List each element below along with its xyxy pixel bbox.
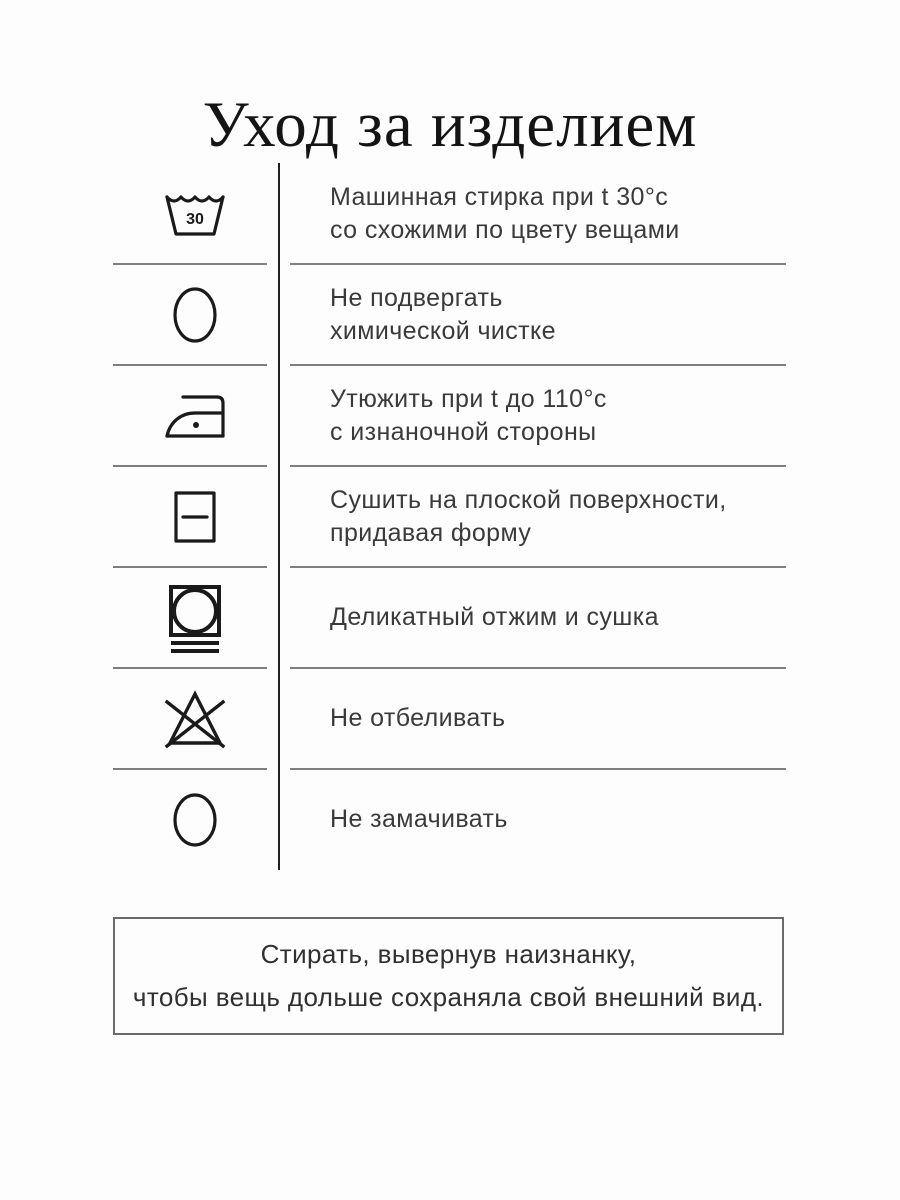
care-text: Деликатный отжим и сушка xyxy=(330,603,659,631)
wash-30-icon xyxy=(163,189,227,239)
footer-note-line: чтобы вещь дольше сохраняла свой внешний вид. xyxy=(132,982,765,1012)
care-text: Не отбеливать xyxy=(330,704,506,732)
care-text: Не подвергать xyxy=(330,283,503,312)
care-row-no-dry-clean xyxy=(112,264,786,365)
care-row-tumble-dry xyxy=(112,567,786,668)
tumble-dry-delicate-icon xyxy=(167,583,223,653)
care-row-no-soak xyxy=(112,769,786,870)
no-dry-clean-icon xyxy=(171,285,219,345)
care-text: Не замачивать xyxy=(330,805,508,833)
no-soak-icon xyxy=(171,792,219,848)
care-text: с изнаночной стороны xyxy=(330,417,597,446)
care-text: Сушить на плоской поверхности, xyxy=(330,485,727,514)
care-instructions-table xyxy=(112,163,786,870)
care-text: со схожими по цвету вещами xyxy=(330,215,680,244)
page-title: Уход за изделием xyxy=(202,88,698,161)
no-bleach-icon xyxy=(162,688,228,750)
care-text: придавая форму xyxy=(330,518,532,547)
care-row-dry-flat xyxy=(112,466,786,567)
care-text: Утюжить при t до 110°c xyxy=(330,384,607,413)
care-row-wash xyxy=(112,163,786,264)
footer-note-box xyxy=(113,917,784,1035)
dry-flat-icon xyxy=(172,489,218,545)
iron-low-temp-icon xyxy=(162,392,228,440)
footer-note-line: Стирать, вывернув наизнанку, xyxy=(260,939,637,969)
care-row-no-bleach xyxy=(112,668,786,769)
care-text: Машинная стирка при t 30°c xyxy=(330,182,669,211)
care-row-iron xyxy=(112,365,786,466)
wash-temp-badge: 30 xyxy=(186,210,204,228)
care-text: химической чистке xyxy=(330,316,556,345)
